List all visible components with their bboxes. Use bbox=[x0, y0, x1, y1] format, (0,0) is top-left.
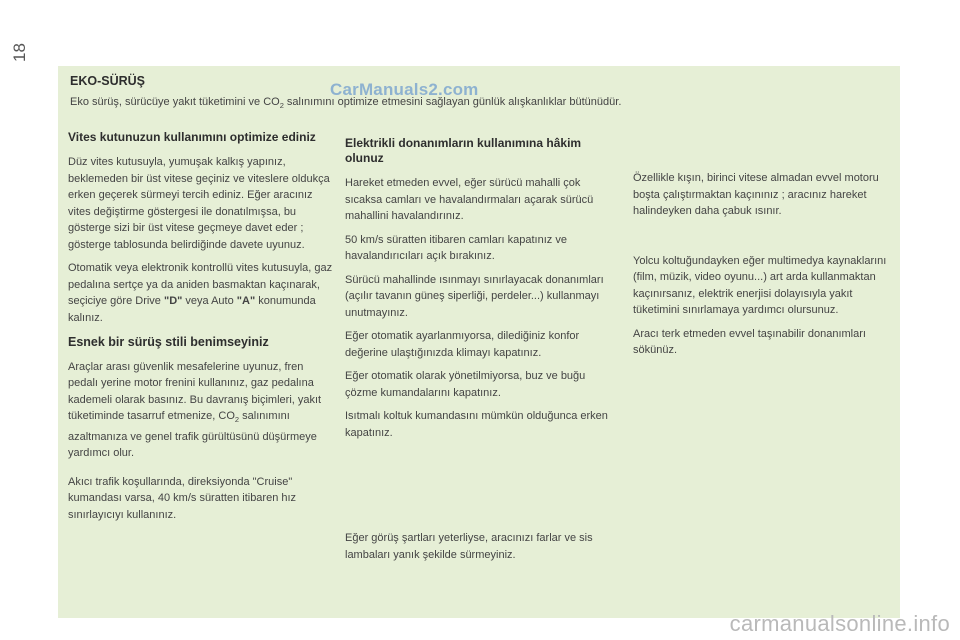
spacer bbox=[345, 448, 617, 530]
section-intro bbox=[70, 96, 890, 110]
right-paragraph-3: Aracı terk etmeden evvel taşınabilir donanımları sökünüz. bbox=[633, 327, 866, 356]
auto-text-before: Otomatik veya elektronik kontrollü vites kutusuyla, gaz pedalına sertçe ya da aniden basmaktan kaçınarak, seçiciye göre Drive bbox=[68, 262, 333, 307]
auto-mode-label: "A" bbox=[236, 295, 256, 307]
drive-mode-label: "D" bbox=[163, 295, 183, 307]
section-title: EKO-SÜRÜŞ bbox=[70, 74, 146, 88]
driving-style-heading: Esnek bir sürüş stili benimseyiniz bbox=[68, 335, 269, 349]
column-middle bbox=[345, 136, 617, 570]
electrical-paragraph-6: Isıtmalı koltuk kumandasını mümkün olduğunca erken kapatınız. bbox=[345, 410, 608, 439]
electrical-paragraph-1: Hareket etmeden evvel, eğer sürücü mahalli çok sıcaksa camları ve havalandırmaları açarak sürücü mahallini havalandırınız. bbox=[345, 177, 594, 222]
style-subscript: 2 bbox=[234, 415, 240, 425]
electrical-paragraph-4: Eğer otomatik ayarlanmıyorsa, dilediğiniz konfor değerine ulaştığınızda klimayı kapatınız. bbox=[345, 330, 580, 359]
cruise-paragraph: Akıcı trafik koşullarında, direksiyonda "Cruise" kumandası varsa, 40 km/s süratten itibaren hız sınırlayıcıyı kullanınız. bbox=[68, 475, 297, 521]
intro-subscript: 2 bbox=[279, 101, 284, 111]
auto-text-after: konumunda kalınız. bbox=[68, 295, 316, 324]
watermark-top: CarManuals2.com bbox=[330, 80, 479, 99]
electrical-paragraph-7: Eğer görüş şartları yeterliyse, aracınızı farlar ve sis lambaları yanık şekilde sürmeyiniz. bbox=[345, 532, 593, 561]
style-text-after: salınımını azaltmanıza ve genel trafik gürültüsünü düşürmeye yardımcı olur. bbox=[68, 410, 317, 460]
intro-text-after: salınımını optimize etmesini sağlayan günlük alışkanlıklar bütünüdür. bbox=[283, 96, 622, 108]
electrical-paragraph-5: Eğer otomatik olarak yönetilmiyorsa, buz ve buğu çözme kumandalarını kapatınız. bbox=[345, 370, 586, 399]
gearbox-manual-paragraph: Düz vites kutusuyla, yumuşak kalkış yapınız, beklemeden bir üst vitese geçiniz ve viteslere oldukça erken geçerek sürmeyi tercih ediniz. Eğer aracınız vites değiştirme göstergesi ile donatılmışsa, bu gösterge sizi bir üst vitese geçmeye davet eder ; gösterge tablosunda belirdiğinde davete uyunuz. bbox=[68, 156, 330, 251]
column-left bbox=[68, 130, 334, 530]
gearbox-heading: Vites kutunuzun kullanımını optimize ediniz bbox=[68, 130, 316, 144]
right-paragraph-1: Özellikle kışın, birinci vitese almadan evvel motoru boşta çalıştırmaktan kaçınınız ; aracınız hareket halindeyken daha çabuk ısınır. bbox=[633, 172, 879, 217]
spacer bbox=[633, 227, 899, 253]
page-number: 18 bbox=[10, 43, 29, 62]
driving-style-paragraph bbox=[68, 359, 334, 462]
electrical-heading: Elektrikli donanımların kullanımına hâkim olunuz bbox=[345, 136, 582, 165]
gearbox-auto-paragraph bbox=[68, 260, 334, 326]
watermark-bottom: carmanualsonline.info bbox=[729, 611, 950, 636]
right-paragraph-2: Yolcu koltuğundayken eğer multimedya kaynaklarını (film, müzik, video oyunu...) art arda kullanmaktan kaçınırsanız, elektrik enerjisi dolayısıyla yakıt tüketimini sınırlamaya yardımcı olursunuz. bbox=[633, 254, 887, 316]
auto-text-mid: veya Auto bbox=[182, 295, 237, 307]
electrical-paragraph-3: Sürücü mahallinde ısınmayı sınırlayacak donanımları (açılır tavanın güneş siperliği, perdeler...) kullanmayı unutmayınız. bbox=[345, 273, 604, 319]
style-text-before: Araçlar arası güvenlik mesafelerine uyunuz, fren pedalı yerine motor frenini kullanınız, gaz pedalına kademeli olarak basınız. Bu davranış biçimleri, yakıt tüketiminde tasarruf etmenize, CO bbox=[68, 360, 322, 422]
electrical-paragraph-2: 50 km/s süratten itibaren camları kapatınız ve havalandırıcıları açık bırakınız. bbox=[345, 233, 567, 262]
column-right bbox=[633, 170, 899, 366]
intro-text-before: Eko sürüş, sürücüye yakıt tüketimini ve CO bbox=[70, 96, 280, 108]
